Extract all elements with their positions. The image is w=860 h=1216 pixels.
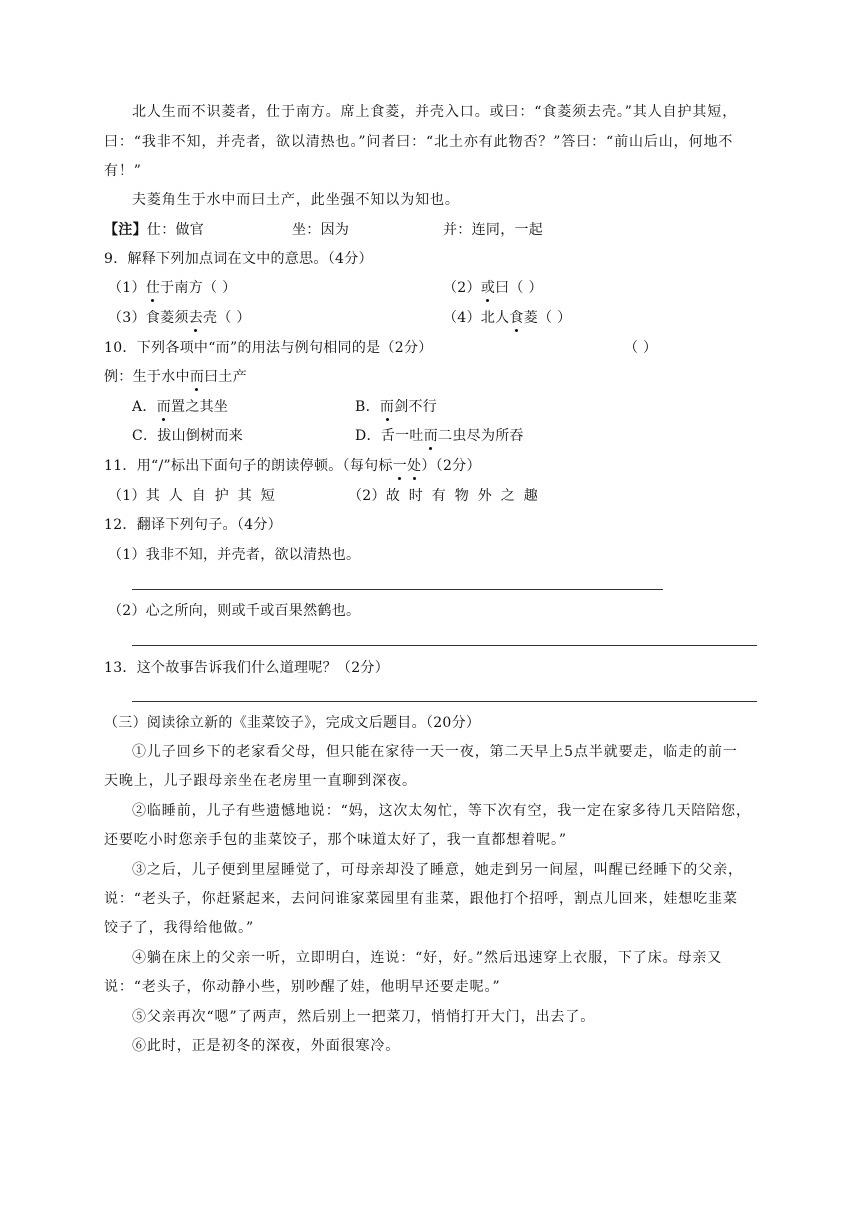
note-item: 仕：做官 — [146, 222, 205, 238]
emphasis-dot-char: 而 — [156, 399, 172, 415]
section-3-heading: （三）阅读徐立新的《韭菜饺子》，完成文后题目。（20分） — [104, 715, 481, 731]
annotation-note — [104, 220, 204, 240]
emphasis-dot-char: 食 — [509, 310, 524, 326]
question-9-stem: 9．解释下列加点词在文中的意思。（4分） — [104, 251, 373, 267]
answer-line[interactable] — [132, 701, 757, 702]
emphasis-dot-char: 而 — [379, 399, 395, 415]
passage-line: 北人生而不识菱者，仕于南方。席上食菱，并壳入口。或曰：“食菱须去壳。”其人自护其短， — [132, 104, 738, 120]
story-line: 天晚上，儿子跟母亲坐在老房里一直聊到深夜。 — [104, 773, 417, 789]
question-11-stem: 11．用“/”标出下面句子的朗读停顿。（每句标一处）（2分） — [104, 458, 481, 474]
emphasis-dot-char: 处 — [407, 458, 422, 474]
emphasis-dot-char: 去 — [188, 310, 204, 326]
note-item: 坐：因为 — [292, 222, 350, 238]
question-13-stem: 13．这个故事告诉我们什么道理呢？（2分） — [104, 660, 390, 676]
answer-line[interactable] — [132, 645, 757, 646]
question-10-example: 例：生于水中而曰土产 — [104, 369, 248, 385]
emphasis-dot-char: 而 — [423, 428, 439, 444]
emphasis-dot-char: 而 — [189, 369, 205, 385]
story-line: 说：“老头子，你动静小些，别吵醒了娃，他明早还要走呢。” — [104, 979, 501, 995]
story-line: 还要吃小时您亲手包的韭菜饺子，那个味道太好了，我一直都想着呢。” — [104, 832, 567, 848]
answer-line[interactable] — [132, 589, 663, 590]
passage-line: 夫菱角生于水中而曰土产，此坐强不知以为知也。 — [132, 192, 460, 208]
question-10-stem: 10．下列各项中“而”的用法与例句相同的是（2分） — [104, 340, 433, 356]
note-label: 【注】 — [104, 222, 147, 238]
story-line: 饺子了，我得给他做。” — [104, 920, 255, 936]
option-d[interactable]: D．舌一吐而二虫尽为所吞 — [355, 428, 524, 444]
question-12-sentence-1: （1）我非不知，并壳者，欲以清热也。 — [108, 547, 361, 563]
passage-line: 有！” — [104, 163, 142, 179]
option-a[interactable]: A．而置之其坐 — [132, 399, 229, 415]
emphasis-dot-char: 一 — [392, 458, 408, 474]
question-9-item-3: （3）食菱须去壳（ ） — [108, 310, 251, 326]
question-11-sentence-2: （2）故时有物外之趣 — [348, 488, 547, 504]
passage-line: 曰：“我非不知，并壳者，欲以清热也。”问者曰：“北土亦有此物否？”答曰：“前山后山，何地不 — [104, 134, 734, 150]
option-b[interactable]: B．而剑不行 — [355, 399, 438, 415]
story-line: ⑤父亲再次“嗯”了两声，然后别上一把菜刀，悄悄打开大门，出去了。 — [132, 1009, 596, 1025]
story-line: ①儿子回乡下的老家看父母，但只能在家待一天一夜，第二天早上5点半就要走，临走的前一 — [132, 744, 738, 760]
question-12-stem: 12．翻译下列句子。（4分） — [104, 517, 282, 533]
story-line: ④躺在床上的父亲一听，立即明白，连说：“好，好。”然后迅速穿上衣服，下了床。母亲又 — [132, 950, 723, 966]
emphasis-dot-char: 或 — [480, 280, 496, 296]
question-9-item-1: （1）仕于南方（ ） — [108, 280, 237, 296]
option-c[interactable]: C．拔山倒树而来 — [132, 428, 244, 444]
emphasis-dot-char: 仕 — [145, 280, 161, 296]
story-line: 说：“老头子，你赶紧起来，去问问谁家菜园里有韭菜，跟他打个招呼，割点儿回来，娃想吃韭菜 — [104, 891, 738, 907]
story-line: ③之后，儿子便到里屋睡觉了，可母亲却没了睡意，她走到另一间屋，叫醒已经睡下的父亲， — [132, 862, 743, 878]
story-line: ⑥此时，正是初冬的深夜，外面很寒冷。 — [132, 1038, 401, 1054]
question-9-item-2: （2）或曰（ ） — [443, 280, 543, 296]
story-line: ②临睡前，儿子有些遗憾地说：“妈，这次太匆忙，等下次有空，我一定在家多待几天陪陪您， — [132, 803, 751, 819]
note-item: 并：连同，一起 — [443, 222, 544, 238]
question-11-sentence-1: （1）其人自护其短 — [108, 488, 284, 504]
question-9-item-4: （4）北人食菱（ ） — [443, 310, 572, 326]
question-12-sentence-2: （2）心之所向，则或千或百果然鹤也。 — [108, 603, 361, 619]
answer-blank[interactable]: （ ） — [624, 340, 658, 356]
